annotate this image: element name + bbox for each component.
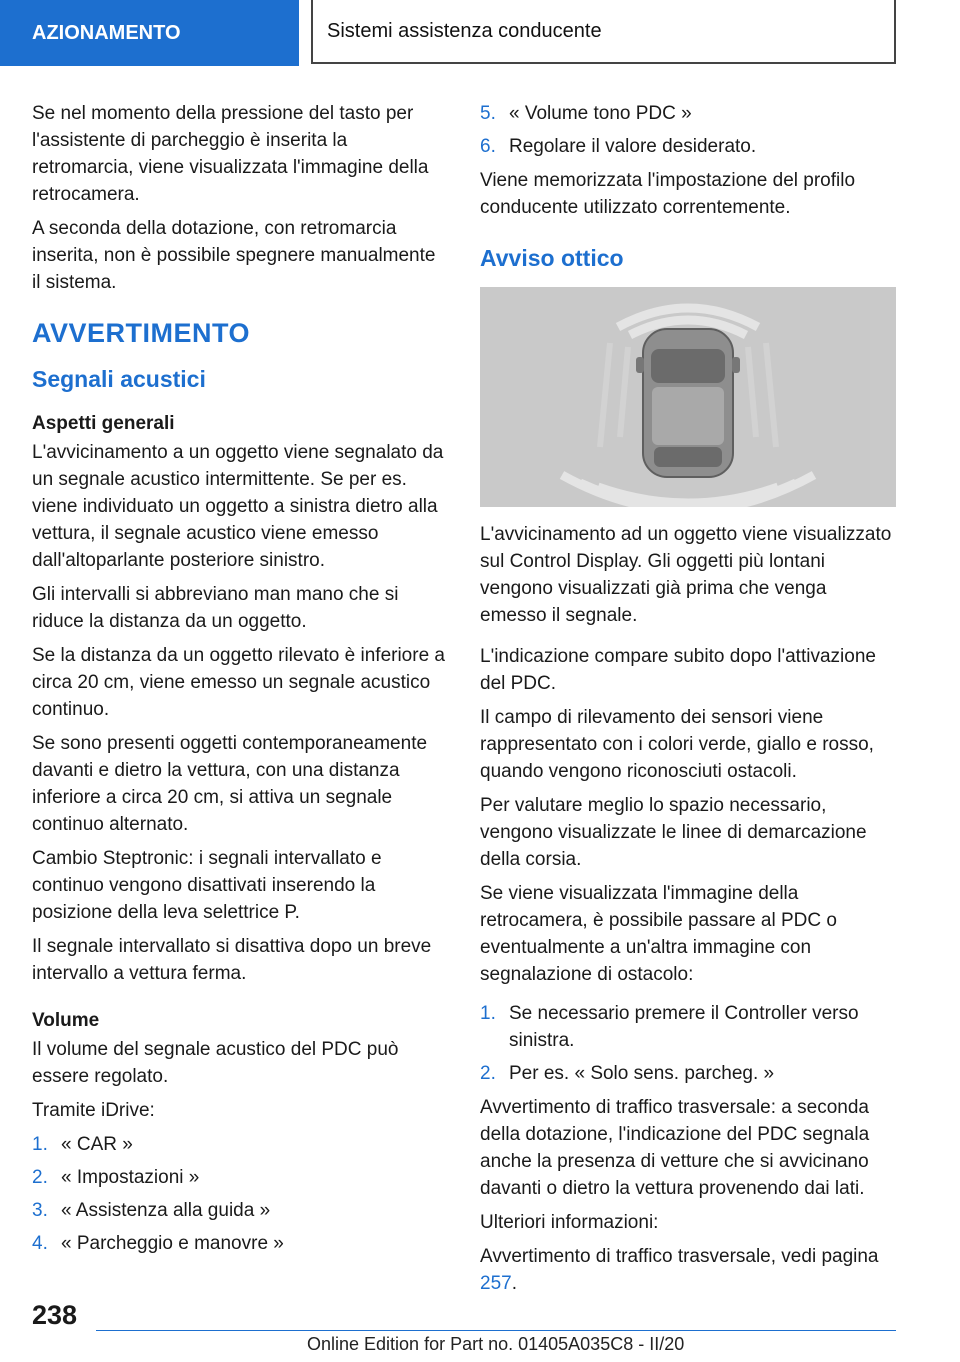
- step-number: 5.: [480, 103, 496, 124]
- general-aspects-heading: Aspetti generali: [32, 413, 175, 434]
- step-text: « Parcheggio e manovre »: [61, 1233, 284, 1254]
- car-top-view: [636, 329, 740, 477]
- paragraph: Per valutare meglio lo spazio necessario, vengono visualizzate le linee di demarcazione della corsia.: [480, 795, 867, 870]
- idrive-steps-list: [32, 1131, 448, 1257]
- paragraph: L'avvicinamento ad un oggetto viene visualizzato sul Control Display. Gli oggetti più lontani vengono visualizzati già prima che venga emesso il segnale.: [480, 524, 892, 626]
- warning-heading: AVVERTIMENTO: [32, 318, 251, 348]
- list-item: [480, 133, 896, 160]
- step-number: 1.: [32, 1134, 48, 1155]
- page-number: 238: [32, 1300, 78, 1330]
- step-number: 3.: [32, 1200, 48, 1221]
- step-text: « Assistenza alla guida »: [61, 1200, 271, 1221]
- cross-reference-text: Avvertimento di traffico trasversale, vedi pagina: [480, 1246, 879, 1267]
- paragraph: Il volume del segnale acustico del PDC può essere regolato.: [32, 1039, 399, 1087]
- cross-reference-paragraph: [480, 1243, 896, 1297]
- intro-paragraph-1: Se nel momento della pressione del tasto per l'assistente di parcheggio è inserita la retromarcia, viene visualizzata l'immagine della retrocamera.: [32, 103, 429, 205]
- list-item: [32, 1230, 448, 1257]
- list-item: [480, 1000, 896, 1054]
- paragraph: L'indicazione compare subito dopo l'attivazione del PDC.: [480, 646, 876, 694]
- paragraph: Viene memorizzata l'impostazione del profilo conducente utilizzato correntemente.: [480, 170, 856, 218]
- step-text: « CAR »: [61, 1134, 133, 1155]
- paragraph: Se sono presenti oggetti contemporaneamente davanti e dietro la vettura, con una distanza inferiore a circa 20 cm, si attiva un segnale continuo alternato.: [32, 733, 428, 835]
- list-item: [32, 1197, 448, 1224]
- step-text: « Impostazioni »: [61, 1167, 200, 1188]
- pdc-display-figure: [480, 287, 896, 507]
- paragraph: L'avvicinamento a un oggetto viene segnalato da un segnale acustico intermittente. Se per es. viene individuato un oggetto a sinistra dietro alla vettura, il segnale acustico viene emesso dall'altoparlante posteriore sinistro.: [32, 442, 444, 571]
- footer-divider: [96, 1330, 896, 1331]
- step-text: « Volume tono PDC »: [509, 103, 692, 124]
- step-text: Se necessario premere il Controller verso sinistra.: [509, 1003, 859, 1051]
- left-column: [32, 100, 448, 1264]
- page-header: [0, 0, 960, 66]
- optical-warning-heading: Avviso ottico: [480, 245, 624, 271]
- acoustic-signals-heading: Segnali acustici: [32, 366, 206, 392]
- paragraph: Se la distanza da un oggetto rilevato è inferiore a circa 20 cm, viene emesso un segnale acustico continuo.: [32, 645, 445, 720]
- step-number: 6.: [480, 136, 496, 157]
- cross-reference-suffix: .: [511, 1273, 517, 1294]
- chapter-tab[interactable]: Sistemi assistenza conducente: [311, 0, 896, 64]
- list-item: [480, 100, 896, 127]
- paragraph: Gli intervalli si abbreviano man mano che si riduce la distanza da un oggetto.: [32, 584, 399, 632]
- pdc-car-illustration: [480, 287, 896, 507]
- paragraph: Ulteriori informazioni:: [480, 1212, 659, 1233]
- volume-heading: Volume: [32, 1010, 100, 1031]
- step-number: 4.: [32, 1233, 48, 1254]
- list-item: [32, 1164, 448, 1191]
- controller-steps-list: [480, 1000, 896, 1087]
- idrive-steps-list-continued: [480, 100, 896, 160]
- paragraph: Cambio Steptronic: i segnali intervallato e continuo vengono disattivati inserendo la posizione della leva selettrice P.: [32, 848, 382, 923]
- edition-footer: Online Edition for Part no. 01405A035C8 - II/20: [307, 1334, 685, 1354]
- step-number: 2.: [32, 1167, 48, 1188]
- intro-paragraph-2: A seconda della dotazione, con retromarcia inserita, non è possibile spegnere manualmente il sistema.: [32, 218, 436, 293]
- step-number: 1.: [480, 1003, 496, 1024]
- paragraph: Se viene visualizzata l'immagine della retrocamera, è possibile passare al PDC o eventualmente a un'altra immagine con segnalazione di ostacolo:: [480, 883, 837, 985]
- step-text: Regolare il valore desiderato.: [509, 136, 757, 157]
- step-number: 2.: [480, 1063, 496, 1084]
- right-column: [480, 100, 896, 1304]
- paragraph: Il segnale intervallato si disattiva dopo un breve intervallo a vettura ferma.: [32, 936, 432, 984]
- list-item: [32, 1131, 448, 1158]
- paragraph: Il campo di rilevamento dei sensori viene rappresentato con i colori verde, giallo e rosso, quando vengono riconosciuti ostacoli.: [480, 707, 874, 782]
- list-item: [480, 1060, 896, 1087]
- section-tab[interactable]: AZIONAMENTO: [0, 0, 299, 66]
- paragraph: Avvertimento di traffico trasversale: a seconda della dotazione, l'indicazione del PDC segnala anche la presenza di vetture che si avvicinano davanti o dietro la vettura provenendo dai lati.: [480, 1097, 870, 1199]
- step-text: Per es. « Solo sens. parcheg. »: [509, 1063, 775, 1084]
- page-link[interactable]: 257: [480, 1273, 512, 1294]
- paragraph: Tramite iDrive:: [32, 1100, 155, 1121]
